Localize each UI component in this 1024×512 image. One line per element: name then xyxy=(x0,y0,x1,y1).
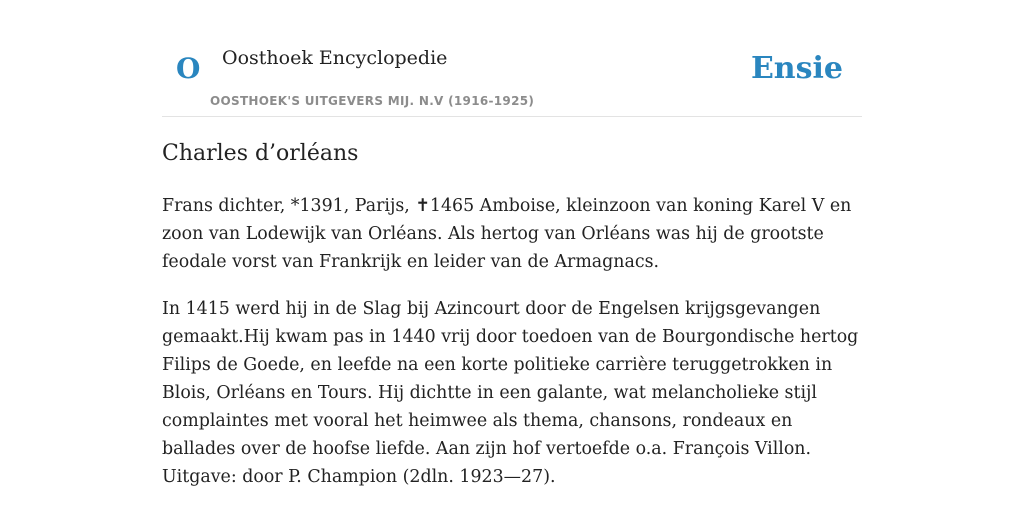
source-header xyxy=(162,0,862,117)
publisher-label: OOSTHOEK'S UITGEVERS MIJ. N.V (1916-1925) xyxy=(210,94,535,108)
article-paragraph: Frans dichter, *1391, Parijs, ✝1465 Amboise, kleinzoon van koning Karel V en zoon van Lodewijk van Orléans. Als hertog van Orléans was hij de grootste feodale vorst van Frankrijk en leider van de Armagnacs. xyxy=(162,196,852,272)
article-title: Charles d’orléans xyxy=(162,141,359,166)
source-logo: O xyxy=(176,52,201,85)
ensie-logo-link[interactable]: Ensie xyxy=(750,51,843,86)
article-paragraph: In 1415 werd hij in de Slag bij Azincourt door de Engelsen krijgsgevangen gemaakt.Hij kwam pas in 1440 vrij door toedoen van de Bourgondische hertog Filips de Goede, en leefde na een korte politieke carrière teruggetrokken in Blois, Orléans en Tours. Hij dichtte in een galante, wat melancholieke stijl complaintes met vooral het heimwee als thema, chansons, rondeaux en ballades over de hoofse liefde. Aan zijn hof vertoefde o.a. François Villon. Uitgave: door P. Champion (2dln. 1923—27). xyxy=(162,299,859,487)
source-title[interactable]: Oosthoek Encyclopedie xyxy=(222,47,448,69)
article xyxy=(162,138,862,487)
